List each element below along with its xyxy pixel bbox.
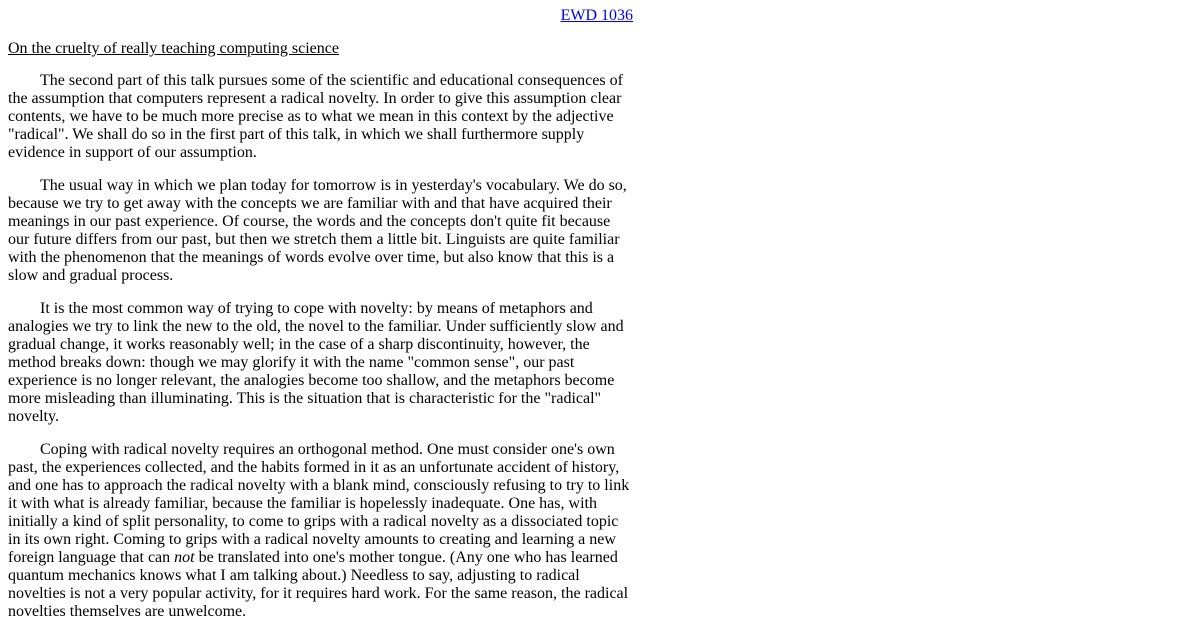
- paragraph-1: The second part of this talk pursues some of the scientific and educational consequences of the assumption that computers represent a radical novelty. In order to give this assumption clear contents, we have to be much more precise as to what we mean in this context by the adjective "radical". We shall do so in the first part of this talk, in which we shall furthermore supply evidence in support of our assumption.: [8, 72, 623, 161]
- paragraph-2: The usual way in which we plan today for tomorrow is in yesterday's vocabulary. We do so, because we try to get away with the concepts we are familiar with and that have acquired their meanings in our past experience. Of course, the words and the concepts don't quite fit because our future differs from our past, but then we stretch them a little bit. Linguists are quite familiar with the phenomenon that the meanings of words evolve over time, but also know that this is a slow and gradual process.: [8, 177, 627, 284]
- paragraph-4-emphasis: not: [174, 549, 195, 566]
- paragraph-4-text-after: be translated into one's mother tongue. (Any one who has learned quantum mechanics knows what I am talking about.) Needless to say, adjusting to radical novelties is not a very popular activity, for it requires hard work. For the same reason, the radical novelties themselves are unwelcome.: [8, 549, 629, 620]
- paragraph-4: [8, 441, 633, 621]
- document-title: On the cruelty of really teaching computing science: [8, 40, 339, 57]
- paragraph-4-text-before: Coping with radical novelty requires an orthogonal method. One must consider one's own past, the experiences collected, and the habits formed in it as an unfortunate accident of history, and one has to approach the radical novelty with a blank mind, consciously refusing to try to link it with what is already familiar, because the familiar is hopelessly inadequate. One has, with initially a kind of split personality, to come to grips with a radical novelty as a dissociated topic in its own right. Coming to grips with a radical novelty amounts to creating and learning a new foreign language that can: [8, 441, 630, 566]
- doc-id-row: [8, 7, 633, 25]
- document-page: [8, 7, 633, 636]
- doc-id-link[interactable]: EWD 1036: [560, 7, 633, 24]
- paragraph-3: It is the most common way of trying to cope with novelty: by means of metaphors and analogies we try to link the new to the old, the novel to the familiar. Under sufficiently slow and gradual change, it works reasonably well; in the case of a sharp discontinuity, however, the method breaks down: though we may glorify it with the name "common sense", our past experience is no longer relevant, the analogies become too shallow, and the metaphors become more misleading than illuminating. This is the situation that is characteristic for the "radical" novelty.: [8, 300, 624, 425]
